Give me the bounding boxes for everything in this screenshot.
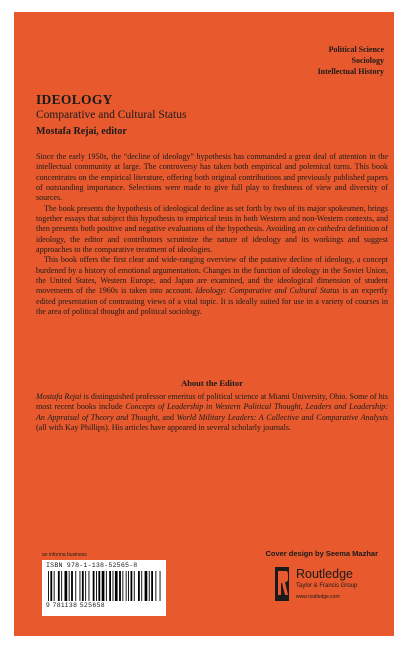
book-titles: Concepts of Leadership in Western Political Thought, Leaders and Leadership: An Appraisal of Theory and Thought, <box>36 402 389 422</box>
publisher-url: www.routledge.com <box>296 594 340 600</box>
description-paragraph-3 <box>36 255 388 317</box>
description-text: Since the early 1950s, the “decline of ideology” hypothesis has commanded a great deal of attention in the intellectual community at large. The controversy has taken both empirical and polemical turns. This book concentrates on the empirical literature, offering both original contributions and previously published papers of outstanding importance. Selections were made to give full play to freshness of view and diversity of sources. <box>36 152 388 203</box>
description-text: is an expertly edited presentation of contrasting views of a vital topic. It is ideally suited for use in a variety of courses in the area of political thought and political sociology. <box>36 286 388 317</box>
category-sociology: Sociology <box>351 56 384 65</box>
isbn-label: ISBN 978-1-138-52565-8 <box>46 562 138 569</box>
barcode-bar <box>98 571 100 601</box>
barcode-bar <box>93 571 95 601</box>
barcode-bar <box>106 571 107 601</box>
barcode-bar <box>131 571 133 601</box>
barcode-bar <box>50 571 52 601</box>
description-paragraph-1 <box>36 152 388 204</box>
book-subtitle: Comparative and Cultural Status <box>36 109 187 121</box>
publisher-name: Routledge <box>296 567 353 581</box>
barcode-bars <box>46 571 162 601</box>
barcode-bar <box>119 571 121 601</box>
barcode-bar <box>54 571 55 601</box>
publisher-block <box>274 565 386 613</box>
barcode-bar <box>75 571 76 601</box>
barcode-bar <box>149 571 150 601</box>
barcode-bar <box>134 571 135 601</box>
routledge-logo-icon <box>274 565 292 605</box>
barcode-bar <box>71 571 73 601</box>
barcode-bar <box>122 571 123 601</box>
about-editor-text <box>36 392 388 433</box>
barcode-bar <box>113 571 114 601</box>
description-emphasis: ex cathedra <box>307 224 346 234</box>
barcode-bar <box>128 571 129 601</box>
cover-design-credit: Cover design by Seema Mazhar <box>265 549 378 558</box>
about-text-segment: (all with Kay Phillips). His articles have appeared in several scholarly journals. <box>36 423 291 433</box>
book-editor: Mostafa Rejai, editor <box>36 126 127 137</box>
barcode-bar <box>141 571 142 601</box>
description-emphasis: Ideology: Comparative and Cultural Status <box>195 286 340 296</box>
barcode-bar <box>69 571 70 601</box>
barcode-bar <box>48 571 49 601</box>
barcode-bar <box>151 571 153 601</box>
category-political-science: Political Science <box>328 45 384 54</box>
barcode-bar <box>115 571 118 601</box>
description-paragraph-2 <box>36 204 388 256</box>
barcode-bar <box>126 571 127 601</box>
book-title: IDEOLOGY <box>36 92 113 107</box>
barcode-bar <box>155 571 156 601</box>
isbn-barcode <box>42 560 166 616</box>
barcode-bar <box>138 571 140 601</box>
back-cover <box>14 12 394 636</box>
about-text-segment: and <box>159 412 177 422</box>
barcode-bar <box>109 571 111 601</box>
about-editor-heading: About the Editor <box>181 378 243 388</box>
description-text: This book offers the first clear and wide-ranging overview of the putative decline of ideology, a concept burdened by a history of emotional argumentation. Changes in the function of ideology in the Soviet Union, the United States, Western Europe, and Japan are examined, and the ideological dimension of student movements of the 1960s is taken into account. <box>36 255 388 296</box>
barcode-bar <box>89 571 90 601</box>
barcode-bar <box>85 571 86 601</box>
editor-name: Mostafa Rejai <box>36 392 82 401</box>
barcode-digits: 9 781138 525658 <box>46 602 106 609</box>
informa-tagline: an informa business <box>42 552 87 558</box>
book-title-military: World Military Leaders: A Collective and Comparative Analysis <box>176 412 388 422</box>
publisher-group: Taylor & Francis Group <box>296 583 358 589</box>
barcode-bar <box>96 571 97 601</box>
barcode-bar <box>145 571 148 601</box>
description-text: The book presents the hypothesis of ideological decline as set forth by two of its major spokesmen, brings together essays that subject this hypothesis to empirical tests in both Western and non-Western contexts, and then presents both positive and negative evaluations of the hypothesis. Avoiding an <box>36 203 388 234</box>
barcode-bar <box>80 571 81 601</box>
barcode-bar <box>65 571 68 601</box>
barcode-bar <box>58 571 60 601</box>
barcode-bar <box>160 571 161 601</box>
barcode-bar <box>102 571 105 601</box>
barcode-bar <box>61 571 62 601</box>
description-text: definition of ideology, the editor and contributors scrutinize the nature of ideology and its workings and suggest approaches to the comparative treatment of ideologies. <box>36 224 389 255</box>
book-description <box>36 152 388 318</box>
about-text-segment: is distinguished professor emeritus of political science at Miami University, Ohio. Some of his most recent books include <box>36 392 388 412</box>
category-intellectual-history: Intellectual History <box>317 67 384 76</box>
subject-categories <box>318 44 384 77</box>
barcode-bar <box>82 571 84 601</box>
